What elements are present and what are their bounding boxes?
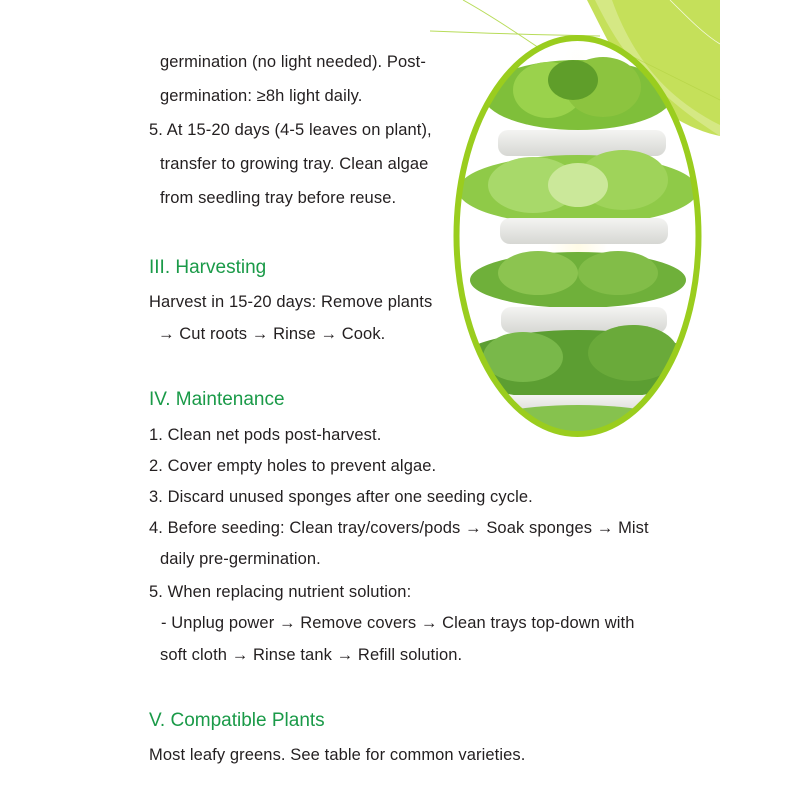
step-continued-line: germination (no light needed). Post-: [160, 53, 426, 71]
section-heading-harvesting: III. Harvesting: [149, 257, 267, 278]
compatible-plants-text: Most leafy greens. See table for common varieties.: [149, 746, 526, 764]
step-5-line: 5. At 15-20 days (4-5 leaves on plant),: [149, 121, 432, 139]
maintenance-item: 2. Cover empty holes to prevent algae.: [149, 457, 437, 475]
section-heading-compatible-plants: V. Compatible Plants: [149, 710, 325, 731]
maintenance-item: 4. Before seeding: Clean tray/covers/pods → Soak sponges → Mist: [149, 519, 649, 537]
maintenance-item: 5. When replacing nutrient solution:: [149, 583, 412, 601]
maintenance-subitem: - Unplug power → Remove covers → Clean trays top-down with: [161, 614, 635, 632]
harvesting-text: → Cut roots → Rinse → Cook.: [158, 325, 386, 343]
maintenance-item: 3. Discard unused sponges after one seeding cycle.: [149, 488, 533, 506]
hydroponic-tower-photo: [453, 35, 702, 437]
step-5-line: from seedling tray before reuse.: [160, 189, 397, 207]
harvesting-text: Harvest in 15-20 days: Remove plants: [149, 293, 433, 311]
maintenance-item-cont: daily pre-germination.: [160, 550, 321, 568]
section-heading-maintenance: IV. Maintenance: [149, 389, 285, 410]
maintenance-item: 1. Clean net pods post-harvest.: [149, 426, 382, 444]
tower-illustration: [453, 35, 702, 437]
maintenance-subitem-cont: soft cloth → Rinse tank → Refill solution.: [160, 646, 463, 664]
step-continued-line: germination: ≥8h light daily.: [160, 87, 363, 105]
step-5-line: transfer to growing tray. Clean algae: [160, 155, 429, 173]
